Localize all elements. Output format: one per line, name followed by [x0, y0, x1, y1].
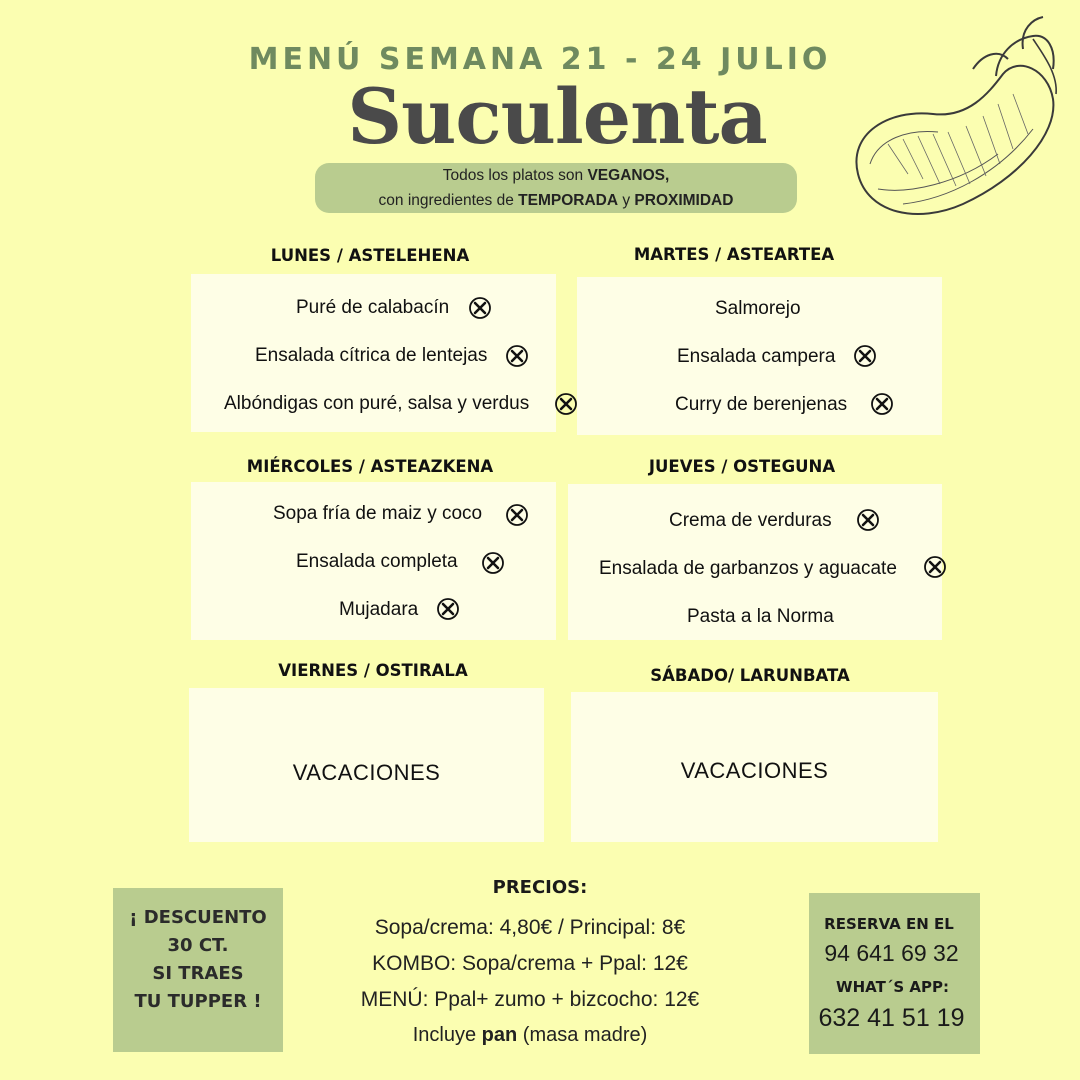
reservation-box — [809, 893, 980, 1054]
discount-box — [113, 888, 283, 1052]
discount-line: TU TUPPER ! — [134, 991, 262, 1012]
day-label-miercoles: MIÉRCOLES / ASTEAZKENA — [246, 457, 494, 476]
dish-item: Ensalada campera — [677, 346, 836, 367]
price-line: Sopa/crema: 4,80€ / Principal: 8€ — [374, 916, 686, 939]
prices-title: PRECIOS: — [492, 877, 588, 898]
whatsapp-label: WHAT´S APP: — [836, 978, 949, 996]
circled-x-icon — [870, 392, 894, 416]
day-label-martes: MARTES / ASTEARTEA — [633, 245, 835, 264]
day-label-jueves: JUEVES / OSTEGUNA — [648, 457, 836, 476]
note-text: con ingredientes de — [378, 192, 519, 209]
circled-x-icon — [554, 392, 578, 416]
discount-line: 30 CT. — [167, 935, 229, 956]
dish-item: Curry de berenjenas — [675, 394, 848, 415]
circled-x-icon — [856, 508, 880, 532]
dish-item: Ensalada cítrica de lentejas — [255, 345, 488, 366]
price-line: MENÚ: Ppal+ zumo + bizcocho: 12€ — [360, 988, 700, 1011]
reservation-label: RESERVA EN EL — [824, 915, 954, 933]
day-box-sabado — [571, 692, 938, 842]
circled-x-icon — [505, 503, 529, 527]
dish-item: Salmorejo — [715, 298, 801, 319]
day-box-miercoles — [191, 482, 556, 640]
vegan-note-line1 — [315, 163, 797, 188]
dish-item: Sopa fría de maiz y coco — [273, 503, 483, 524]
circled-x-icon — [923, 555, 947, 579]
day-box-martes — [577, 277, 942, 435]
week-title: MENÚ SEMANA 21 - 24 JULIO — [248, 42, 832, 77]
day-label-lunes: LUNES / ASTELEHENA — [270, 246, 470, 265]
dish-item: Crema de verduras — [669, 510, 832, 531]
day-label-viernes: VIERNES / OSTIRALA — [278, 661, 468, 680]
dish-item: Mujadara — [339, 599, 419, 620]
dish-item: Pasta a la Norma — [687, 606, 834, 627]
dish-item: Ensalada de garbanzos y aguacate — [599, 558, 897, 579]
discount-line: ¡ DESCUENTO — [129, 907, 267, 928]
note-text: y — [618, 192, 635, 209]
bread-bold: pan — [481, 1024, 518, 1046]
note-bold: VEGANOS, — [587, 167, 670, 184]
note-text: Todos los platos son — [442, 167, 588, 184]
note-bold: TEMPORADA — [518, 192, 619, 209]
dish-item: Ensalada completa — [296, 551, 458, 572]
price-line: KOMBO: Sopa/crema + Ppal: 12€ — [372, 952, 688, 975]
vacation-status: VACACIONES — [680, 758, 829, 783]
circled-x-icon — [481, 551, 505, 575]
circled-x-icon — [436, 597, 460, 621]
note-bold: PROXIMIDAD — [634, 192, 734, 209]
vegan-note-line2 — [315, 188, 797, 213]
day-label-sabado: SÁBADO/ LARUNBATA — [650, 666, 850, 685]
bread-text: Incluye — [412, 1024, 482, 1046]
price-bread-note — [300, 1024, 760, 1047]
discount-line: SI TRAES — [152, 963, 244, 984]
day-box-viernes — [189, 688, 544, 842]
dish-item: Albóndigas con puré, salsa y verdus — [224, 393, 530, 414]
whatsapp-number[interactable]: 632 41 51 19 — [818, 1004, 965, 1032]
vacation-status: VACACIONES — [292, 760, 441, 785]
bread-text: (masa madre) — [517, 1024, 648, 1046]
brand-name: Suculenta — [347, 72, 767, 161]
day-box-jueves — [568, 484, 942, 640]
circled-x-icon — [505, 344, 529, 368]
circled-x-icon — [468, 296, 492, 320]
phone-number[interactable]: 94 641 69 32 — [824, 940, 959, 966]
day-box-lunes — [191, 274, 556, 432]
circled-x-icon — [853, 344, 877, 368]
eggplant-icon — [848, 14, 1063, 229]
dish-item: Puré de calabacín — [296, 297, 450, 318]
vegan-note — [315, 163, 797, 213]
